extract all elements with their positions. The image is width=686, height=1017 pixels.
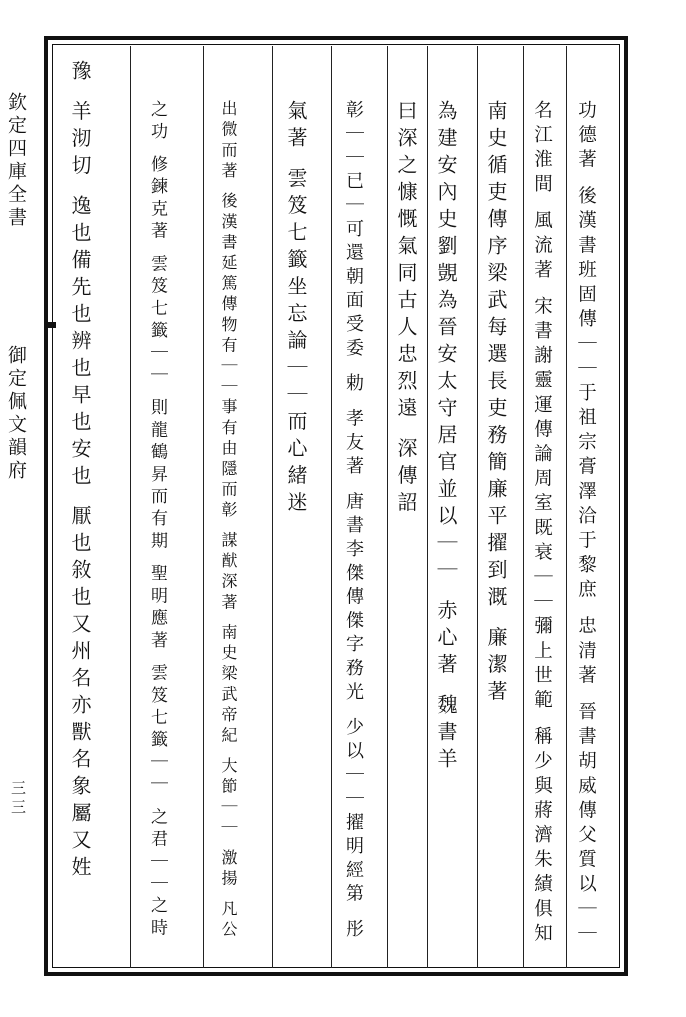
text-column-9: 之功 修鍊克著 雲笈七籤｜｜ 則龍鶴昇而有期 聖明應著 雲笈七籤｜｜ 之君｜｜之時 xyxy=(147,100,167,941)
text-column-7: 氣著 雲笈七籤坐忘論｜｜而心緒迷 xyxy=(284,100,308,519)
column-rule xyxy=(387,46,388,968)
column-rule xyxy=(272,46,273,968)
text-column-5: 曰深之慷慨氣同古人忠烈遠 深傳詔 xyxy=(394,100,418,519)
column-rule xyxy=(427,46,428,968)
text-column-4: 為建安內史劉覬為晉安太守居官並以｜｜ 赤心著 魏書羊 xyxy=(434,100,458,775)
text-column-10: 豫 羊沏切 逸也備先也辨也早也安也 厭也敘也又州名亦獸名象屬又姓 xyxy=(68,60,92,884)
text-column-3: 南史循吏傳序梁武每選長吏務簡廉平擢到溉 廉潔著 xyxy=(484,100,508,708)
text-column-6: 彰｜｜已｜可還朝面受委 勅 孝友著 唐書李傑傳傑字務光 少以｜｜擢明經第 彤 xyxy=(343,100,364,944)
column-rule xyxy=(477,46,478,968)
column-rule xyxy=(566,46,567,968)
text-column-8: 出微而著 後漢書延篤傳物有｜｜事有由隱而彰 謀猷深著 南史梁武帝紀 大節｜｜ 激揚 凡公 xyxy=(219,100,238,941)
text-column-1: 功德著 後漢書班固傳｜｜于祖宗膏澤洽于黎庶 忠清著 晉書胡威傳父質以｜｜ xyxy=(575,100,597,948)
margin-divider xyxy=(44,322,56,328)
column-rule xyxy=(523,46,524,968)
column-rule xyxy=(203,46,204,968)
margin-page-number: 三三 xyxy=(9,780,27,818)
text-column-2: 名江淮間 風流著 宋書謝靈運傳論周室既衰｜｜彌上世範 稱少與蔣濟朱績俱知 xyxy=(531,100,553,948)
margin-volume-title: 御定佩文韻府 xyxy=(5,345,27,483)
column-rule xyxy=(331,46,332,968)
margin-book-title: 欽定四庫全書 xyxy=(5,92,27,230)
column-rule xyxy=(130,46,131,968)
